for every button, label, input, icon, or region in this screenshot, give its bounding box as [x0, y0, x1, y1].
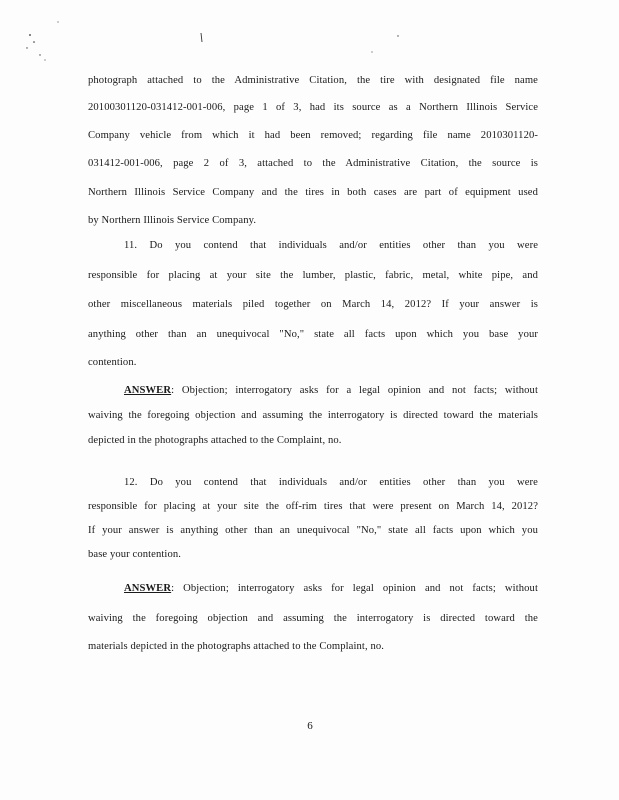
answer-11-line: depicted in the photographs attached to the Complaint, no. [88, 435, 342, 446]
paragraph-line: Company vehicle from which it had been removed; regarding file name 2010301120- [88, 130, 538, 141]
interrogatory-11-line: other miscellaneous materials piled together on March 14, 2012? If your answer is [88, 299, 538, 310]
answer-12-first-line [124, 583, 538, 594]
interrogatory-12-line: 12. Do you contend that individuals and/or entities other than you were [124, 477, 538, 488]
interrogatory-12-line: responsible for placing at your site the off-rim tires that were present on March 14, 2012? [88, 501, 538, 512]
interrogatory-12-line: base your contention. [88, 549, 182, 560]
answer-12-line: materials depicted in the photographs attached to the Complaint, no. [88, 641, 384, 652]
answer-11-line: waiving the foregoing objection and assuming the interrogatory is directed toward the materials [88, 410, 538, 421]
paragraph-line: photograph attached to the Administrative Citation, the tire with designated file name [88, 75, 538, 86]
interrogatory-11-line: responsible for placing at your site the lumber, plastic, fabric, metal, white pipe, and [88, 270, 538, 281]
paragraph-line: 031412-001-006, page 2 of 3, attached to the Administrative Citation, the source is [88, 158, 538, 169]
answer-12-line: waiving the foregoing objection and assuming the interrogatory is directed toward the [88, 613, 538, 624]
interrogatory-11-line: 11. Do you contend that individuals and/or entities other than you were [124, 240, 538, 251]
answer-11-text: : Objection; interrogatory asks for a legal opinion and not facts; without [171, 385, 538, 396]
page-number: 6 [307, 720, 313, 732]
paragraph-line: Northern Illinois Service Company and the tires in both cases are part of equipment used [88, 187, 538, 198]
paragraph-line: by Northern Illinois Service Company. [88, 215, 257, 226]
interrogatory-11-line: contention. [88, 357, 137, 368]
interrogatory-12-line: If your answer is anything other than an unequivocal "No," state all facts upon which you [88, 525, 538, 536]
answer-12-text: : Objection; interrogatory asks for legal opinion and not facts; without [171, 583, 538, 594]
answer-label: ANSWER [124, 385, 172, 396]
answer-11-first-line [124, 385, 538, 396]
paragraph-line: 20100301120-031412-001-006, page 1 of 3, had its source as a Northern Illinois Service [88, 102, 538, 113]
answer-label: ANSWER [124, 583, 172, 594]
interrogatory-11-line: anything other than an unequivocal "No," state all facts upon which you base your [88, 329, 538, 340]
